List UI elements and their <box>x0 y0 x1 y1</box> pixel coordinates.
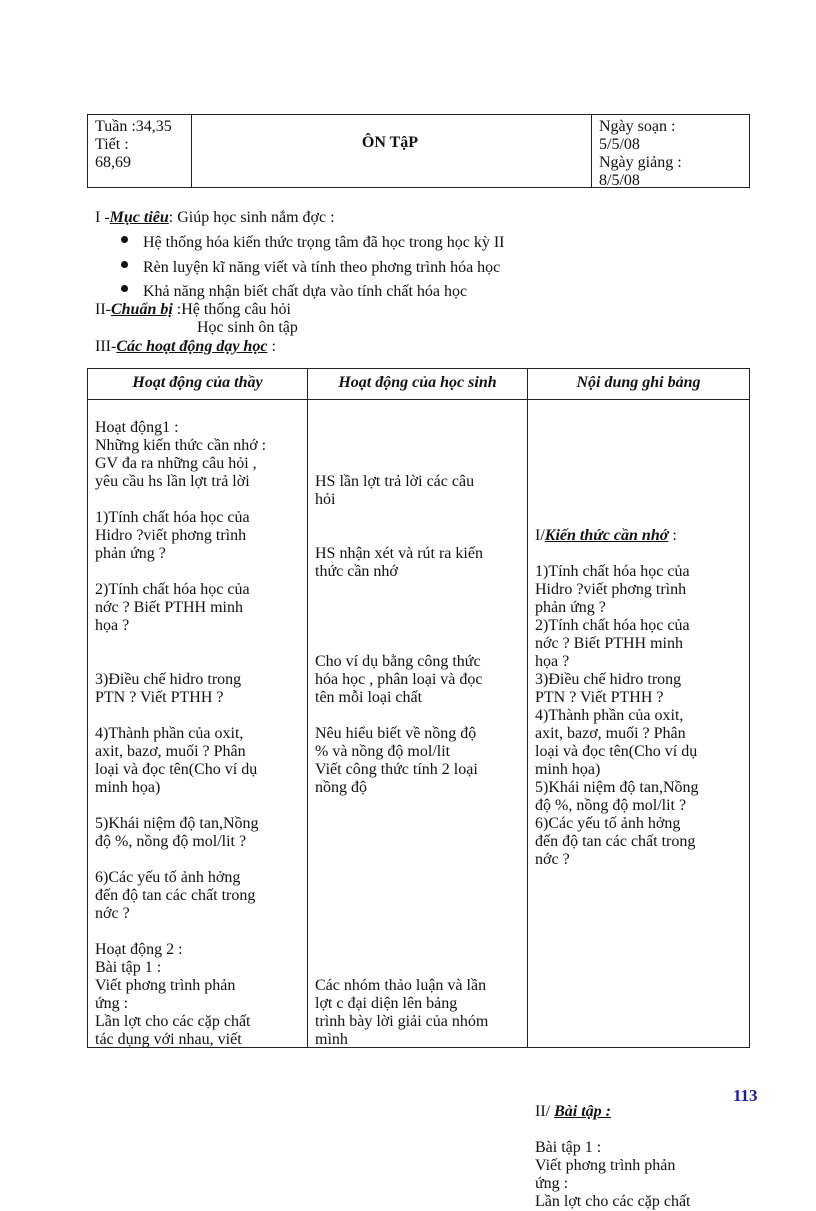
text-line: PTN ? Viết PTHH ? <box>535 689 664 706</box>
text-line <box>95 563 299 581</box>
text-line: 2)Tính chất hóa học của <box>95 581 250 598</box>
teacher-activity-column <box>95 419 299 1049</box>
text-line: ứng : <box>535 1175 569 1192</box>
text-line <box>315 815 519 833</box>
board-exercise-list <box>535 1139 739 1211</box>
text-line: 1)Tính chất hóa học của <box>95 509 250 526</box>
lesson-title: ÔN TậP <box>361 134 419 151</box>
text-line: hóa học , phân loại và đọc <box>315 671 483 688</box>
text-line: Viết công thức tính 2 loại <box>315 761 478 778</box>
text-line: Hoạt động 2 : <box>95 941 183 958</box>
text-line: phản ứng ? <box>535 599 606 616</box>
text-line: 4)Thành phần của oxit, <box>95 725 244 742</box>
text-line: Lần lợt cho các cặp chất <box>535 1193 691 1210</box>
text-line: axit, bazơ, muối ? Phân <box>535 725 686 742</box>
board-section-heading: II/ Bài tập : <box>535 1103 611 1120</box>
text-line <box>95 491 299 509</box>
text-line: nớc ? Biết PTHH minh <box>95 599 243 616</box>
text-line: minh họa) <box>535 761 601 778</box>
text-line: lợt c đại diện lên bảng <box>315 995 458 1012</box>
text-line: loại và đọc tên(Cho ví dụ <box>535 743 698 760</box>
bullet-icon <box>121 236 128 243</box>
text-line: axit, bazơ, muối ? Phân <box>95 743 246 760</box>
bullet-icon <box>121 261 128 268</box>
text-line: độ %, nồng độ mol/lit ? <box>95 833 247 850</box>
text-line <box>315 797 519 815</box>
text-line <box>315 887 519 905</box>
text-line <box>95 653 299 671</box>
objective-item: Hệ thống hóa kiến thức trọng tâm đã học trong học kỳ II <box>143 234 505 251</box>
text-line <box>95 635 299 653</box>
text-line <box>315 851 519 869</box>
section-text: : <box>267 338 276 355</box>
section-label: Mục tiêu <box>109 209 169 226</box>
section-prefix: II- <box>95 301 111 318</box>
text-line <box>315 419 519 437</box>
text-line: 5)Khái niệm độ tan,Nồng <box>535 779 699 796</box>
text-line <box>315 617 519 635</box>
period-label: Tiết : <box>95 136 129 153</box>
text-line: 5)Khái niệm độ tan,Nồng <box>95 815 259 832</box>
section-preparation-heading <box>95 301 291 319</box>
board-section-label: Bài tập : <box>554 1103 611 1120</box>
text-line: Hoạt động1 : <box>95 419 179 436</box>
text-line: Hidro ?viết phơng trình <box>535 581 687 598</box>
prep-date-label: Ngày soạn : <box>599 118 676 135</box>
text-line: Bài tập 1 : <box>535 1139 602 1156</box>
text-line: HS lần lợt trả lời các câu <box>315 473 475 490</box>
text-line: 1)Tính chất hóa học của <box>535 563 690 580</box>
text-line: 4)Thành phần của oxit, <box>535 707 684 724</box>
text-line: 2)Tính chất hóa học của <box>535 617 690 634</box>
text-line: đến độ tan các chất trong <box>535 833 696 850</box>
text-line <box>95 707 299 725</box>
text-line: nớc ? <box>535 851 570 868</box>
text-line: nớc ? Biết PTHH minh <box>535 635 683 652</box>
header-week-info <box>95 118 172 172</box>
text-line: 6)Các yếu tố ảnh hởng <box>535 815 681 832</box>
section-activities-heading <box>95 338 276 356</box>
section-text: :Hệ thống câu hỏi <box>172 301 291 318</box>
text-line: Nêu hiểu biết về nồng độ <box>315 725 477 742</box>
table-header-divider <box>88 399 749 400</box>
header-divider <box>591 115 592 187</box>
section-objectives-heading <box>95 209 335 227</box>
section-prefix: III- <box>95 338 117 355</box>
text-line: Bài tập 1 : <box>95 959 162 976</box>
objective-item: Rèn luyện kĩ năng viết và tính theo phơng trình hóa học <box>143 259 501 276</box>
text-line <box>315 599 519 617</box>
text-line: GV đa ra những câu hỏi , <box>95 455 257 472</box>
text-line: Các nhóm thảo luận và lần <box>315 977 487 994</box>
text-line <box>315 905 519 923</box>
preparation-line: Học sinh ôn tập <box>197 319 298 336</box>
text-line: 3)Điều chế hidro trong <box>535 671 682 688</box>
text-line <box>315 509 519 527</box>
section-label: Chuẩn bị <box>110 301 173 318</box>
section-text: : Giúp học sinh nắm đợc : <box>168 209 335 226</box>
text-line: độ %, nồng độ mol/lit ? <box>535 797 687 814</box>
text-line <box>315 959 519 977</box>
text-line: tên mỗi loại chất <box>315 689 423 706</box>
text-line: loại và đọc tên(Cho ví dụ <box>95 761 258 778</box>
text-line <box>315 455 519 473</box>
text-line <box>315 869 519 887</box>
bullet-icon <box>121 285 128 292</box>
text-line <box>315 707 519 725</box>
text-line: Hidro ?viết phơng trình <box>95 527 247 544</box>
text-line: Lần lợt cho các cặp chất <box>95 1013 251 1030</box>
prep-date-value: 5/5/08 <box>599 136 640 153</box>
text-line: % và nồng độ mol/lit <box>315 743 451 760</box>
table-divider <box>307 369 308 1048</box>
table-divider <box>527 369 528 1048</box>
text-line <box>95 797 299 815</box>
text-line: 6)Các yếu tố ảnh hởng <box>95 869 241 886</box>
board-content-column <box>535 527 739 1211</box>
column-header-student: Hoạt động của học sinh <box>338 374 497 391</box>
text-line: nồng độ <box>315 779 367 796</box>
page-number: 113 <box>733 1086 758 1105</box>
header-dates <box>599 118 682 190</box>
board-section-label: Kiến thức cần nhớ <box>544 527 669 544</box>
text-line: 3)Điều chế hidro trong <box>95 671 242 688</box>
text-line: Viết phơng trình phản <box>535 1157 676 1174</box>
text-line: Cho ví dụ bằng công thức <box>315 653 481 670</box>
text-line: nớc ? <box>95 905 130 922</box>
text-line <box>315 833 519 851</box>
text-line: phản ứng ? <box>95 545 166 562</box>
text-line: tác dụng với nhau, viết <box>95 1031 242 1048</box>
text-line: mình <box>315 1031 348 1048</box>
teach-date-value: 8/5/08 <box>599 172 640 189</box>
text-line: họa ? <box>535 653 570 670</box>
text-line: hỏi <box>315 491 336 508</box>
text-line: trình bày lời giải của nhóm <box>315 1013 489 1030</box>
objective-item: Khả năng nhận biết chất dựa vào tính chất hóa học <box>143 283 468 300</box>
text-line: Những kiến thức cần nhớ : <box>95 437 267 454</box>
board-knowledge-list <box>535 563 739 869</box>
text-line <box>95 851 299 869</box>
student-activity-column <box>315 419 519 1049</box>
text-line: HS nhận xét và rút ra kiến <box>315 545 483 562</box>
text-line <box>315 923 519 941</box>
text-line <box>315 527 519 545</box>
period-value: 68,69 <box>95 154 131 171</box>
text-line: minh họa) <box>95 779 161 796</box>
text-line <box>315 941 519 959</box>
text-line: Viết phơng trình phản <box>95 977 236 994</box>
section-label: Các hoạt động dạy học <box>116 338 268 355</box>
text-line: PTN ? Viết PTHH ? <box>95 689 224 706</box>
text-line: ứng : <box>95 995 129 1012</box>
teach-date-label: Ngày giảng : <box>599 154 682 171</box>
text-line: yêu cầu hs lần lợt trả lời <box>95 473 250 490</box>
text-line: thức cần nhớ <box>315 563 398 580</box>
text-line <box>315 581 519 599</box>
text-line <box>95 923 299 941</box>
column-header-board: Nội dung ghi bảng <box>576 374 701 391</box>
text-line <box>315 437 519 455</box>
week-label: Tuần :34,35 <box>95 118 172 135</box>
board-section-heading: I/Kiến thức cần nhớ : <box>535 527 677 544</box>
text-line: họa ? <box>95 617 130 634</box>
text-line: đến độ tan các chất trong <box>95 887 256 904</box>
text-line <box>315 635 519 653</box>
section-prefix: I - <box>95 209 110 226</box>
column-header-teacher: Hoạt động của thầy <box>132 374 263 391</box>
